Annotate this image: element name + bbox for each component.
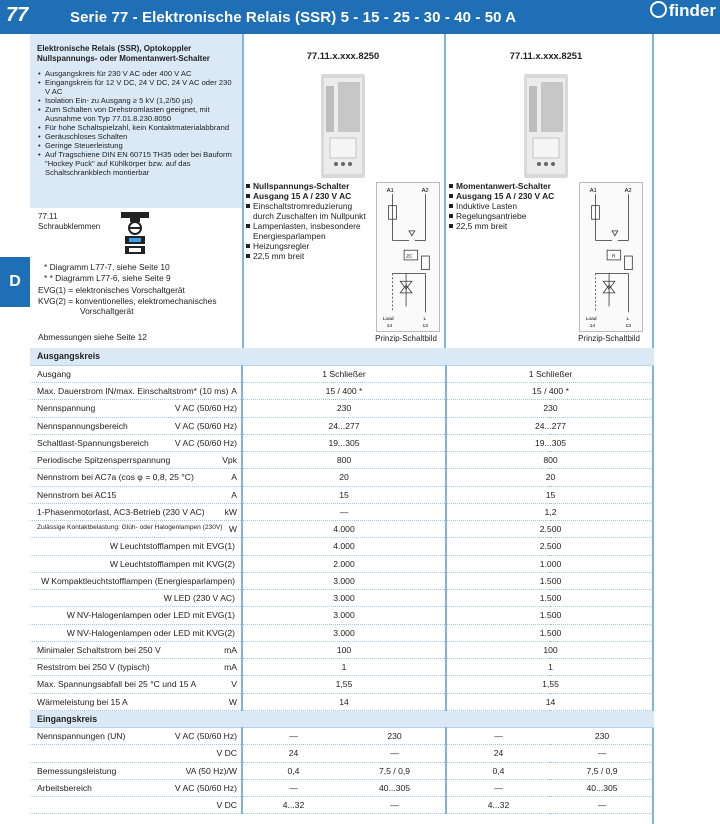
terminal-a2: A2 (421, 188, 429, 195)
input-section (30, 710, 654, 814)
table-row (30, 624, 654, 641)
terminal-load: Load (585, 316, 597, 322)
parameter-name: Periodische Spitzensperrspannung (37, 455, 171, 466)
section-header (30, 710, 654, 727)
product-code: 77.11.x.xxx.8251 (509, 50, 583, 61)
table-row (30, 659, 654, 676)
parameter-name: Ausgang (37, 368, 71, 379)
feature-title: Nullspannungs-Schalter (253, 181, 350, 191)
value-8250: 4.000 (242, 521, 446, 538)
table-row (30, 572, 654, 589)
value-8251: 1.500 (446, 590, 654, 607)
value-8250: 100 (242, 641, 446, 658)
product-code: 77.11.x.xxx.8250 (306, 50, 380, 61)
row-label (30, 676, 242, 693)
feature-item: • Für hohe Schaltspielzahl, kein Kontaktmaterialabbrand (37, 123, 238, 132)
value-8251: 2.500 (446, 538, 654, 555)
row-label (30, 607, 242, 624)
page-title: Serie 77 - Elektronische Relais (SSR) 5 - 15 - 25 - 30 - 40 - 50 A (70, 9, 517, 26)
table-row (30, 779, 654, 796)
value-8250: — (242, 503, 446, 520)
row-label (30, 503, 242, 520)
parameter-name: Wärmeleistung bei 15 A (37, 696, 128, 707)
value-8251: 1.500 (446, 624, 654, 641)
value-8250: 20 (242, 469, 446, 486)
value-8250: 14 (242, 693, 446, 710)
table-row (30, 469, 654, 486)
value-8250: 3.000 (242, 590, 446, 607)
value-8250: 2.000 (242, 555, 446, 572)
input-value: 24 (242, 745, 344, 762)
parameter-name: Nennstrom bei AC15 (37, 489, 117, 500)
feature-line: durch Zuschalten im Nullpunkt (253, 211, 366, 221)
parameter-unit: W (228, 696, 237, 707)
table-row (30, 400, 654, 417)
footnote-2: * * Diagramm L77-6, siehe Seite 9 (44, 272, 171, 283)
bullet-square-icon (246, 184, 250, 188)
table-row (30, 365, 654, 382)
feature-title: Momentanwert-Schalter (456, 181, 551, 191)
terminal-13: 13 (422, 323, 428, 329)
parameter-unit: V AC (50/60 Hz) (174, 420, 237, 431)
feature-line: Heizungsregler (253, 241, 310, 251)
terminal-a2: A2 (624, 188, 632, 195)
parameter-unit: V AC (50/60 Hz) (174, 437, 237, 448)
description-headline: Elektronische Relais (SSR), Optokoppler Nullspannungs- oder Momentanwert-Schalter (37, 44, 210, 63)
bullet-square-icon (449, 214, 453, 218)
value-8251: 1.500 (446, 607, 654, 624)
feature-list (37, 69, 238, 177)
parameter-name: Nennstrom bei AC7a (cos φ = 0,8, 25 °C) (37, 472, 194, 483)
feature-item: • Zum Schalten von Drehstromlasten geeignet, mit Ausnahme von Typ 77.01.8.230.8050 (37, 105, 238, 123)
parameter-unit: A (231, 472, 237, 483)
column-divider (444, 34, 446, 348)
feature-subtitle: Ausgang 15 A / 230 V AC (253, 191, 352, 201)
terminal-a1: A1 (386, 188, 394, 195)
header-bar (0, 0, 720, 34)
feature-item: • Ausgangskreis für 230 V AC oder 400 V AC (37, 69, 238, 78)
parameter-unit: V AC (50/60 Hz) (174, 403, 237, 414)
bullet-square-icon (449, 224, 453, 228)
description-box (30, 34, 242, 208)
input-value: 40...305 (550, 779, 654, 796)
value-8250: 3.000 (242, 624, 446, 641)
parameter-unit: mA (224, 644, 237, 655)
input-value: 0,4 (242, 762, 344, 779)
terminal-l: L (626, 316, 630, 322)
bullet-square-icon (246, 204, 250, 208)
table-row (30, 555, 654, 572)
value-8251: 230 (446, 400, 654, 417)
input-value: — (242, 779, 344, 796)
terminal-14: 14 (589, 323, 596, 329)
circuit-schematic (376, 182, 440, 332)
parameter-name: NV-Halogenlampen oder LED mit KVG(2) (76, 627, 235, 638)
parameter-unit: W (228, 524, 237, 535)
parameter-name: Leuchtstofflampen mit KVG(2) (120, 558, 235, 569)
parameter-unit: VA (50 Hz)/W (185, 765, 237, 776)
value-8251: 1 (446, 659, 654, 676)
row-label (30, 745, 242, 762)
row-label (30, 572, 242, 589)
terminal-name: Schraubklemmen (38, 222, 101, 231)
parameter-unit: V DC (216, 800, 237, 811)
value-8251: 1.000 (446, 555, 654, 572)
feature-line: Lampenlasten, insbesondere (253, 221, 361, 231)
row-label (30, 555, 242, 572)
parameter-unit: W (109, 541, 119, 552)
parameter-name: Leuchtstofflampen mit EVG(1) (120, 541, 235, 552)
footnotes (38, 262, 217, 317)
input-value: — (550, 745, 654, 762)
parameter-name: Nennspannung (37, 403, 96, 414)
row-label (30, 728, 242, 745)
parameter-unit: V AC (50/60 Hz) (174, 731, 237, 742)
feature-subtitle: Ausgang 15 A / 230 V AC (456, 191, 555, 201)
schematic-label: Prinzip-Schaltbild (578, 334, 640, 343)
value-8251: 2.500 (446, 521, 654, 538)
parameter-unit: V (231, 679, 237, 690)
value-8250: 3.000 (242, 572, 446, 589)
feature-line: Induktive Lasten (456, 201, 517, 211)
brand-logo (650, 1, 716, 21)
row-label (30, 590, 242, 607)
feature-item: • Geräuschloses Schalten (37, 132, 238, 141)
input-value: — (344, 745, 446, 762)
feature-block (449, 181, 579, 231)
output-section (30, 348, 654, 710)
terminal-l: L (423, 316, 427, 322)
parameter-unit: V AC (50/60 Hz) (174, 782, 237, 793)
parameter-unit: kW (224, 506, 237, 517)
parameter-unit: W (66, 610, 75, 621)
feature-line: Energiesparlampen (253, 231, 326, 241)
parameter-name: NV-Halogenlampen oder LED mit EVG(1) (76, 610, 235, 621)
circuit-schematic (579, 182, 643, 332)
terminal-13: 13 (625, 323, 631, 329)
value-8251: 100 (446, 641, 654, 658)
table-row (30, 590, 654, 607)
bullet-square-icon (246, 254, 250, 258)
bullet-square-icon (449, 194, 453, 198)
terminal-load: Load (382, 316, 394, 322)
input-value: 40...305 (344, 779, 446, 796)
value-8250: 4.000 (242, 538, 446, 555)
row-label (30, 762, 242, 779)
table-row (30, 762, 654, 779)
row-label (30, 452, 242, 469)
input-value: 4...32 (446, 797, 550, 814)
parameter-unit: W (41, 575, 50, 586)
parameter-unit: W (109, 558, 119, 569)
value-8251: 1 Schließer (446, 365, 654, 382)
input-value: 4...32 (242, 797, 344, 814)
parameter-unit: A (231, 489, 237, 500)
table-row (30, 383, 654, 400)
table-row (30, 434, 654, 451)
value-8251: 1,2 (446, 503, 654, 520)
parameter-name: Nennspannungen (UN) (37, 731, 126, 742)
input-value: 24 (446, 745, 550, 762)
parameter-name: 1-Phasenmotorlast, AC3-Betrieb (230 V AC) (37, 506, 205, 517)
section-number: 77 (6, 4, 29, 26)
table-row (30, 503, 654, 520)
parameter-unit: Vpk (222, 455, 237, 466)
value-8250: 15 / 400 * (242, 383, 446, 400)
value-8251: 800 (446, 452, 654, 469)
kvg-note: KVG(2) = konventionelles, elektromechanisches (38, 295, 217, 306)
terminal-type: 77.11 (38, 212, 58, 221)
bullet-square-icon (246, 194, 250, 198)
row-label (30, 659, 242, 676)
column-divider (242, 34, 244, 348)
row-label (30, 400, 242, 417)
product-column-8250 (242, 34, 444, 346)
value-8250: 800 (242, 452, 446, 469)
row-label (30, 538, 242, 555)
row-label (30, 383, 242, 400)
input-value: — (446, 779, 550, 796)
parameter-unit: A (231, 386, 237, 397)
input-value: — (550, 797, 654, 814)
description-column (30, 34, 242, 346)
feature-line: 22,5 mm breit (253, 251, 305, 261)
row-label (30, 641, 242, 658)
parameter-name: Reststrom bei 250 V (typisch) (37, 662, 150, 673)
value-8251: 19...305 (446, 434, 654, 451)
feature-block (246, 181, 376, 261)
parameter-name: Arbeitsbereich (37, 782, 92, 793)
section-header (30, 348, 654, 365)
value-8250: 3.000 (242, 607, 446, 624)
feature-line: Einschaltstromreduzierung (253, 201, 353, 211)
parameter-name: Max. Dauerstrom IN/max. Einschaltstrom* (10 ms) (37, 386, 229, 397)
feature-item: • Eingangskreis für 12 V DC, 24 V DC, 24 V AC oder 230 V AC (37, 78, 238, 96)
evg-note: EVG(1) = elektronisches Vorschaltgerät (38, 285, 185, 295)
parameter-unit: mA (224, 662, 237, 673)
value-8250: 1,55 (242, 676, 446, 693)
parameter-unit: W (163, 593, 172, 604)
screw-terminal-icon (118, 210, 152, 258)
schematic-box-label: ZC (406, 254, 413, 260)
value-8250: 19...305 (242, 434, 446, 451)
kvg-note-cont: Vorschaltgerät (80, 306, 134, 316)
value-8250: 24...277 (242, 417, 446, 434)
value-8251: 24...277 (446, 417, 654, 434)
logo-text: finder (668, 1, 716, 20)
parameter-name: Max. Spannungsabfall bei 25 °C und 15 A (37, 679, 197, 690)
feature-item: • Auf Tragschiene DIN EN 60715 TH35 oder bei Bauform "Hockey Puck" auf Kühlkörper bzw. auf das Schaltschrankblech montierbar (37, 150, 238, 177)
footnote-1: * Diagramm L77-7, siehe Seite 10 (44, 262, 170, 272)
value-8250: 1 Schließer (242, 365, 446, 382)
table-row (30, 641, 654, 658)
section-title: Ausgangskreis (30, 348, 654, 365)
parameter-name: Nennspannungsbereich (37, 420, 128, 431)
row-label (30, 624, 242, 641)
input-value: 230 (344, 728, 446, 745)
bullet-square-icon (246, 224, 250, 228)
value-8251: 15 (446, 486, 654, 503)
row-label (30, 521, 242, 538)
chapter-tab: D (0, 257, 30, 307)
table-row (30, 452, 654, 469)
row-label (30, 693, 242, 710)
terminal-14: 14 (386, 323, 393, 329)
row-label (30, 417, 242, 434)
value-8251: 14 (446, 693, 654, 710)
value-8250: 230 (242, 400, 446, 417)
schematic-label: Prinzip-Schaltbild (375, 334, 437, 343)
parameter-name: Bemessungsleistung (37, 765, 117, 776)
input-value: — (446, 728, 550, 745)
feature-line: 22,5 mm breit (456, 221, 508, 231)
input-value: — (242, 728, 344, 745)
value-8251: 20 (446, 469, 654, 486)
bullet-square-icon (246, 244, 250, 248)
table-row (30, 745, 654, 762)
input-value: — (344, 797, 446, 814)
input-value: 7,5 / 0,9 (344, 762, 446, 779)
schematic-box-label: R (611, 254, 616, 260)
bullet-square-icon (449, 204, 453, 208)
table-row (30, 538, 654, 555)
parameter-unit: W (66, 627, 75, 638)
row-label (30, 797, 242, 814)
value-8251: 15 / 400 * (446, 383, 654, 400)
table-row (30, 728, 654, 745)
parameter-name: Zulässige Kontaktbelastung: Glüh- oder Halogenlampen (230V) (37, 524, 223, 532)
dimensions-note: Abmessungen siehe Seite 12 (38, 332, 147, 342)
bullet-square-icon (449, 184, 453, 188)
table-row (30, 607, 654, 624)
parameter-name: LED (230 V AC) (173, 593, 235, 604)
feature-item: • Geringe Steuerleistung (37, 141, 238, 150)
table-row (30, 486, 654, 503)
input-value: 0,4 (446, 762, 550, 779)
product-column-8251 (445, 34, 647, 346)
terminal-label (38, 212, 100, 232)
table-row (30, 521, 654, 538)
feature-item: • Isolation Ein- zu Ausgang ≥ 5 kV (1,2/50 µs) (37, 96, 238, 105)
parameter-name: Schaltlast-Spannungsbereich (37, 437, 149, 448)
value-8251: 1,55 (446, 676, 654, 693)
relay-image (523, 72, 569, 180)
row-label (30, 365, 242, 382)
table-row (30, 676, 654, 693)
value-8250: 15 (242, 486, 446, 503)
input-value: 230 (550, 728, 654, 745)
section-title: Eingangskreis (30, 710, 654, 727)
relay-image (320, 72, 366, 180)
spec-table (30, 348, 654, 814)
value-8251: 1.500 (446, 572, 654, 589)
row-label (30, 486, 242, 503)
table-row (30, 693, 654, 710)
table-row (30, 797, 654, 814)
value-8250: 1 (242, 659, 446, 676)
parameter-name: Minimaler Schaltstrom bei 250 V (37, 644, 161, 655)
row-label (30, 434, 242, 451)
row-label (30, 779, 242, 796)
terminal-a1: A1 (589, 188, 597, 195)
table-row (30, 417, 654, 434)
parameter-name: Kompaktleuchtstofflampen (Energiesparlampen) (51, 575, 235, 586)
feature-line: Regelungsantriebe (456, 211, 527, 221)
row-label (30, 469, 242, 486)
parameter-unit: V DC (216, 748, 237, 759)
input-value: 7,5 / 0,9 (550, 762, 654, 779)
logo-icon (650, 1, 667, 18)
